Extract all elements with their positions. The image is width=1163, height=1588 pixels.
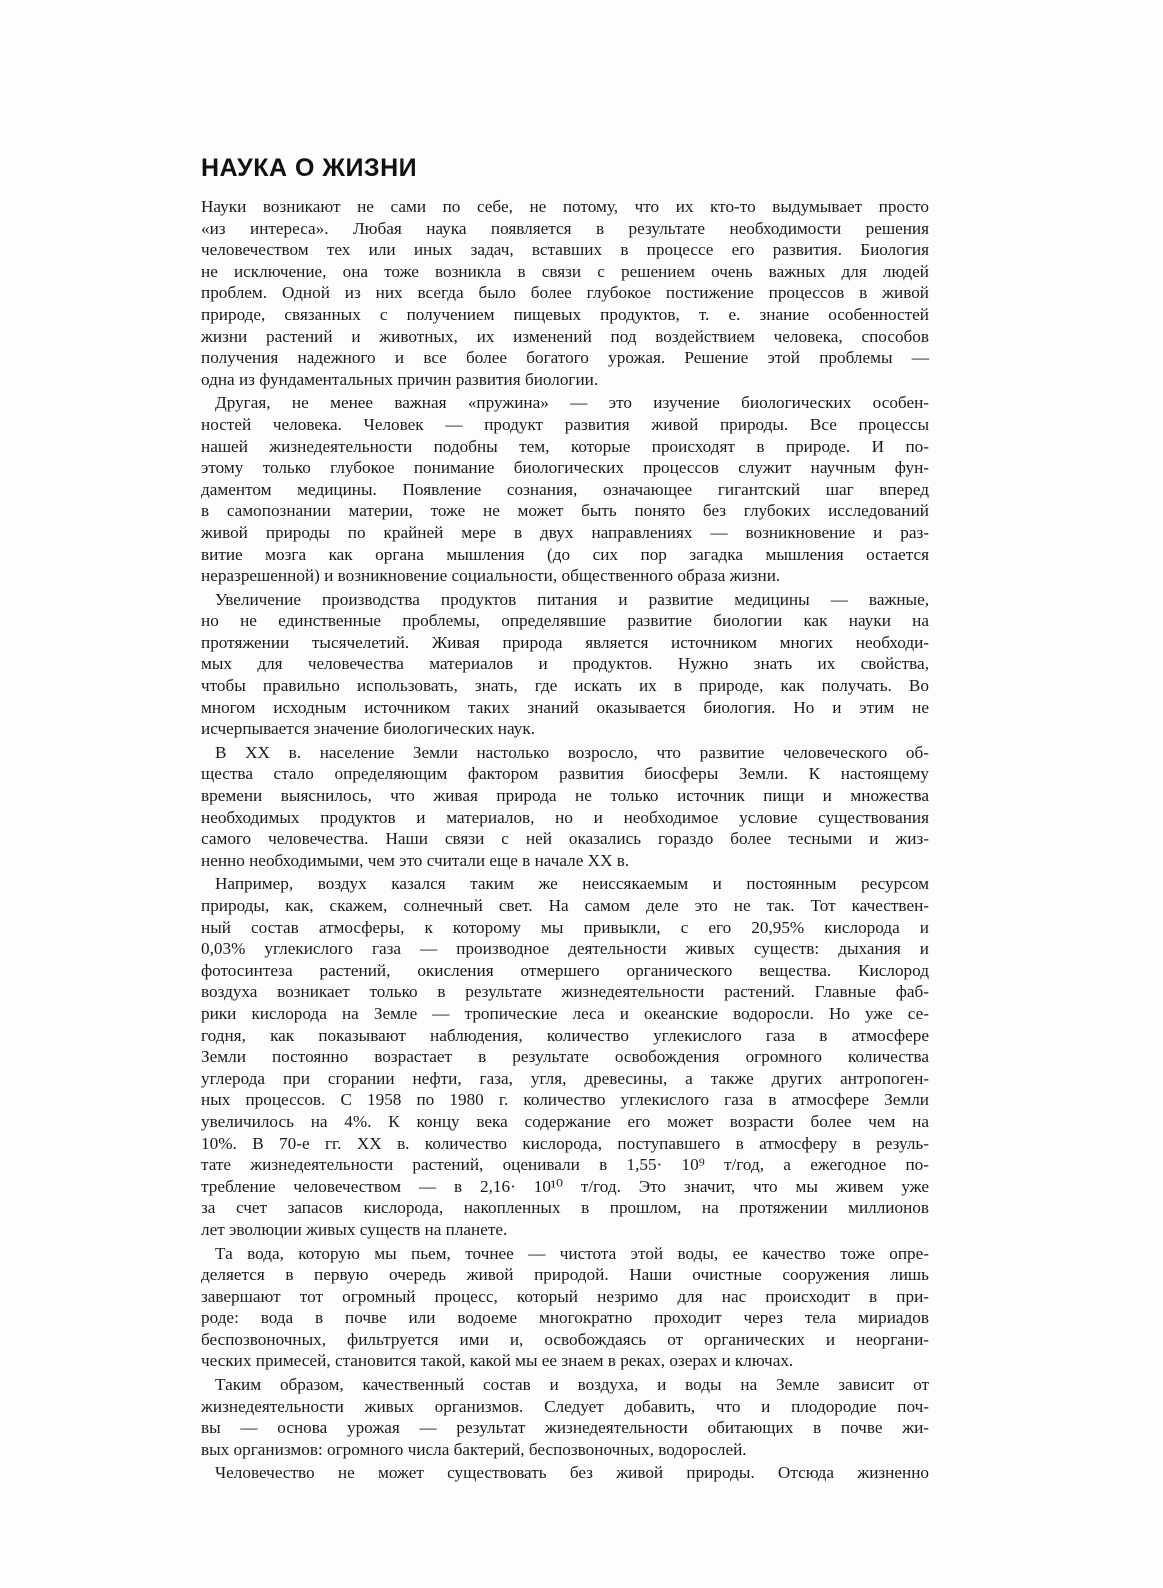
text-line: ный состав атмосферы, к которому мы привыкли, с его 20,95% кислорода и: [201, 917, 929, 937]
text-line: неразрешенной) и возникновение социальности, общественного образа жизни.: [201, 566, 781, 586]
text-line: времени выяснилось, что живая природа не только источник пищи и множества: [201, 786, 929, 806]
text-line: не исключение, она тоже возникла в связи с решением очень важных для людей: [201, 261, 929, 281]
text-line: даментом медицины. Появление сознания, означающее гигантский шаг вперед: [201, 479, 929, 499]
text-line: жизнедеятельности живых организмов. Следует добавить, что и плодородие поч-: [201, 1396, 929, 1416]
text-line: «из интереса». Любая наука появляется в результате необходимости решения: [201, 218, 929, 238]
text-line: Другая, не менее важная «пружина» — это изучение биологических особен-: [215, 393, 929, 413]
text-line: рики кислорода на Земле — тропические леса и океанские водоросли. Но уже се-: [201, 1003, 929, 1023]
text-line: Таким образом, качественный состав и воздуха, и воды на Земле зависит от: [215, 1375, 929, 1395]
text-line: вы — основа урожая — результат жизнедеятельности обитающих в почве жи-: [201, 1418, 929, 1438]
text-line: природе, связанных с получением пищевых продуктов, т. е. знание особенностей: [201, 304, 929, 324]
paragraph: [201, 196, 929, 390]
text-line: лет эволюции живых существ на планете.: [201, 1219, 508, 1239]
text-line: мых для человечества материалов и продуктов. Нужно знать их свойства,: [201, 654, 929, 674]
text-line: проблем. Одной из них всегда было более глубокое постижение процессов в живой: [201, 283, 929, 303]
paragraph: [201, 589, 929, 740]
text-line: чтобы правильно использовать, знать, где искать их в природе, как получать. Во: [201, 676, 929, 696]
body-text: [201, 196, 929, 1484]
text-line: годня, как показывают наблюдения, количество углекислого газа в атмосфере: [201, 1025, 929, 1045]
text-line: Земли постоянно возрастает в результате освобождения огромного количества: [201, 1047, 929, 1067]
text-line: живой природы по крайней мере в двух направлениях — возникновение и раз-: [201, 522, 929, 542]
text-line: воздуха возникает только в результате жизнедеятельности растений. Главные фаб-: [201, 982, 929, 1002]
paragraph: [201, 1243, 929, 1373]
text-line: завершают тот огромный процесс, который незримо для нас происходит в при-: [201, 1286, 929, 1306]
text-line: Увеличение производства продуктов питания и развитие медицины — важные,: [215, 589, 929, 609]
text-line: щества стало определяющим фактором развития биосферы Земли. К настоящему: [201, 764, 929, 784]
text-line: но не единственные проблемы, определявшие развитие биологии как науки на: [201, 611, 929, 631]
text-line: одна из фундаментальных причин развития биологии.: [201, 369, 599, 389]
paragraph: [201, 392, 929, 586]
text-line: беспозвоночных, фильтруется ими и, освобождаясь от органических и неоргани-: [201, 1329, 929, 1349]
text-line: нашей жизнедеятельности подобны тем, которые происходят в природе. И по-: [201, 436, 929, 456]
text-line: природы, как, скажем, солнечный свет. На самом деле это не так. Тот качествен-: [201, 896, 929, 915]
text-line: человечеством тех или иных задач, вставших в процессе его развития. Биология: [201, 240, 929, 260]
text-line: Например, воздух казался таким же неиссякаемым и постоянным ресурсом: [215, 874, 929, 894]
text-line: Та вода, которую мы пьем, точнее — чистота этой воды, ее качество тоже опре-: [215, 1243, 929, 1263]
text-line: жизни растений и животных, их изменений под воздействием человека, способов: [201, 326, 929, 346]
text-line: получения надежного и все более богатого урожая. Решение этой проблемы —: [201, 348, 929, 368]
text-line: увеличилось на 4%. К концу века содержание его может возрасти более чем на: [201, 1111, 929, 1131]
text-line: в самопознании материи, тоже не может быть понято без глубоких исследований: [201, 501, 929, 521]
text-line: 10%. В 70-е гг. XX в. количество кислорода, поступавшего в атмосферу в резуль-: [201, 1133, 929, 1153]
text-line: этому только глубокое понимание биологических процессов служит научным фун-: [201, 458, 929, 478]
paragraph: [201, 873, 929, 1240]
text-line: Науки возникают не сами по себе, не потому, что их кто-то выдумывает просто: [201, 197, 929, 216]
text-line: фотосинтеза растений, окисления отмершего органического вещества. Кислород: [201, 960, 929, 980]
text-line: углерода при сгорании нефти, газа, угля, древесины, а также других антропоген-: [201, 1068, 929, 1088]
text-line: ных процессов. С 1958 по 1980 г. количество углекислого газа в атмосфере Земли: [201, 1090, 929, 1110]
text-line: В XX в. население Земли настолько возросло, что развитие человеческого об-: [215, 742, 929, 762]
paragraph: [201, 742, 929, 872]
text-line: многом исходным источником таких знаний оказывается биология. Но и этим не: [201, 697, 929, 717]
page-title: НАУКА О ЖИЗНИ: [201, 154, 418, 182]
text-line: за счет запасов кислорода, накопленных в прошлом, на протяжении миллионов: [201, 1198, 929, 1218]
text-line: ненно необходимыми, чем это считали еще в начале XX в.: [201, 850, 630, 870]
text-line: ческих примесей, становится такой, какой мы ее знаем в реках, озерах и ключах.: [201, 1351, 794, 1371]
text-line: самого человечества. Наши связи с ней оказались гораздо более тесными и жиз-: [201, 829, 929, 849]
text-line: ностей человека. Человек — продукт развития живой природы. Все процессы: [201, 414, 929, 434]
text-line: необходимых продуктов и материалов, но и необходимое условие существования: [201, 807, 929, 827]
text-line: протяжении тысячелетий. Живая природа является источником многих необходи-: [201, 632, 929, 652]
text-line: роде: вода в почве или водоеме многократно проходит через тела мириадов: [201, 1308, 929, 1328]
text-line: вых организмов: огромного числа бактерий, беспозвоночных, водорослей.: [201, 1439, 747, 1459]
text-line: витие мозга как органа мышления (до сих пор загадка мышления остается: [201, 544, 929, 564]
text-line: 0,03% углекислого газа — производное деятельности живых существ: дыхания и: [201, 939, 929, 959]
text-line: деляется в первую очередь живой природой. Наши очистные сооружения лишь: [201, 1265, 929, 1285]
text-line: Человечество не может существовать без живой природы. Отсюда жизненно: [215, 1463, 929, 1483]
text-line: тате жизнедеятельности растений, оценивали в 1,55· 10⁹ т/год, а ежегодное по-: [201, 1155, 929, 1175]
text-line: требление человечеством — в 2,16· 10¹⁰ т/год. Это значит, что мы живем уже: [201, 1176, 929, 1196]
paragraph: [201, 1374, 929, 1460]
text-line: исчерпывается значение биологических наук.: [201, 719, 536, 739]
paragraph: [201, 1462, 929, 1484]
